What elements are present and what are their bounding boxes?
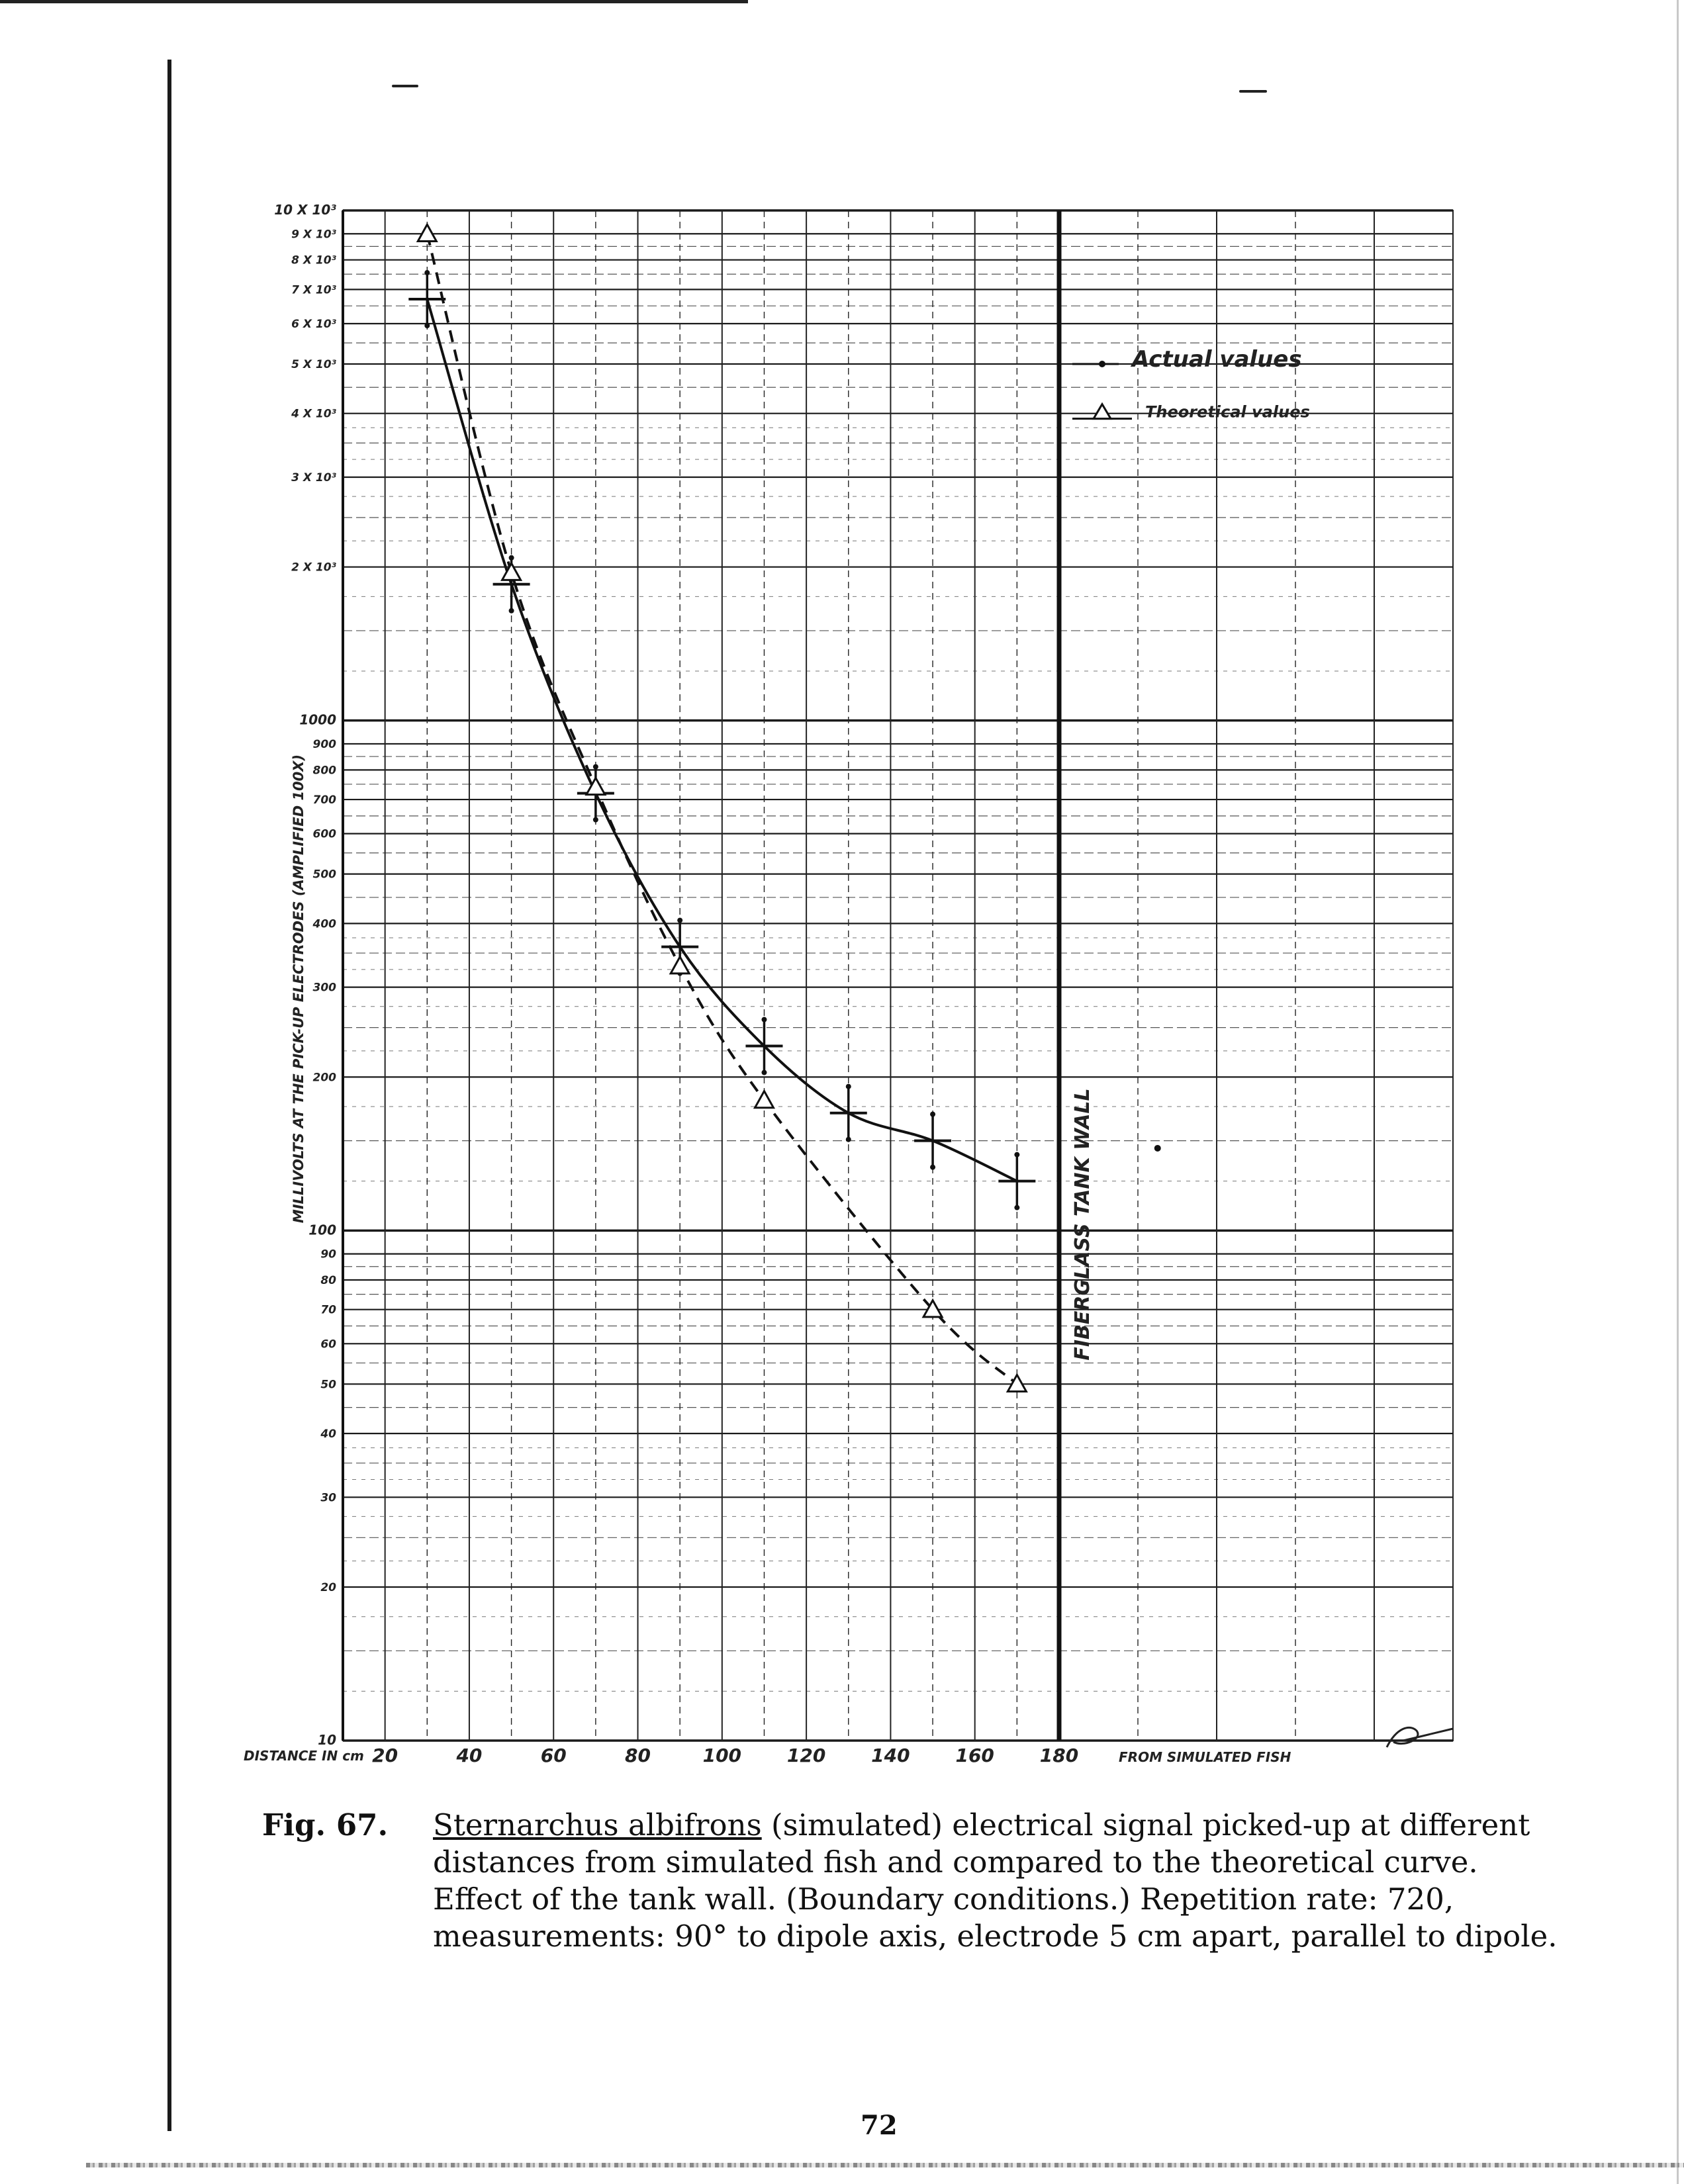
error-bar-cap xyxy=(846,1137,851,1142)
x-tick-label: 160 xyxy=(955,1745,994,1766)
y-tick-label: 6 X 10³ xyxy=(291,317,336,331)
y-tick-label: 40 xyxy=(320,1428,336,1441)
error-bar-cap xyxy=(846,1084,851,1089)
y-tick-label: 900 xyxy=(312,737,336,751)
error-bar-cap xyxy=(593,764,598,770)
scan-noise-strip xyxy=(86,2163,1684,2167)
y-tick-label: 200 xyxy=(312,1071,336,1085)
x-tick-label: 80 xyxy=(625,1745,651,1766)
error-bar-cap xyxy=(424,270,430,275)
y-tick-label: 30 xyxy=(320,1491,336,1505)
y-tick-label: 7 X 10³ xyxy=(291,283,336,297)
theoretical-point xyxy=(671,957,689,974)
x-tick-label: 40 xyxy=(456,1745,483,1766)
actual-point xyxy=(408,270,445,328)
y-tick-label: 90 xyxy=(320,1248,336,1261)
grid xyxy=(343,210,1453,1741)
caption-body xyxy=(433,1807,1573,1955)
y-tick-label: 4 X 10³ xyxy=(291,407,336,421)
y-tick-label: 70 xyxy=(320,1303,336,1317)
figure-caption xyxy=(262,1807,1573,1955)
tank-wall-label: FIBERGLASS TANK WALL xyxy=(1071,1088,1094,1361)
actual-point xyxy=(998,1152,1035,1210)
error-bar-cap xyxy=(761,1070,767,1075)
theoretical-point xyxy=(755,1091,773,1108)
y-tick-label: 8 X 10³ xyxy=(291,253,336,267)
actual-point xyxy=(830,1084,867,1142)
y-tick-label: 500 xyxy=(312,868,336,882)
error-bar-cap xyxy=(509,608,514,614)
error-bar-cap xyxy=(593,817,598,823)
y-tick-label: 800 xyxy=(312,764,336,778)
y-tick-label: 50 xyxy=(320,1378,336,1392)
y-tick-label: 10 xyxy=(318,1732,336,1748)
y-tick-label: 700 xyxy=(312,794,336,807)
stray-point xyxy=(1154,1145,1161,1152)
x-tick-label: 180 xyxy=(1039,1745,1079,1766)
y-tick-label: 100 xyxy=(308,1222,336,1238)
x-axis-suffix: FROM SIMULATED FISH xyxy=(1119,1749,1291,1765)
y-tick-label: 20 xyxy=(320,1581,336,1595)
theoretical-point xyxy=(418,224,436,241)
x-tick-label: 140 xyxy=(871,1745,910,1766)
x-axis-prefix: DISTANCE IN cm xyxy=(244,1748,364,1764)
y-tick-label: 10 X 10³ xyxy=(274,202,336,218)
x-tick-label: 120 xyxy=(786,1745,826,1766)
legend-actual-dot xyxy=(1099,361,1105,367)
y-tick-label: 60 xyxy=(320,1338,336,1351)
theoretical-point xyxy=(1007,1375,1026,1391)
error-bar-cap xyxy=(509,555,514,561)
actual-point xyxy=(745,1017,782,1075)
y-tick-label: 600 xyxy=(312,827,336,841)
caption-label: Fig. 67. xyxy=(262,1807,389,1843)
y-tick-label: 1000 xyxy=(299,711,336,728)
error-bar-cap xyxy=(1014,1205,1019,1210)
x-tick-label: 60 xyxy=(540,1745,567,1766)
page-number: 72 xyxy=(861,2110,898,2141)
legend-actual-label: Actual values xyxy=(1132,345,1302,373)
signature-scribble xyxy=(1387,1727,1453,1747)
y-tick-label: 2 X 10³ xyxy=(291,561,336,574)
y-axis-label: MILLIVOLTS AT THE PICK-UP ELECTRODES (AMPLIFIED 100X) xyxy=(291,754,306,1224)
x-tick-label: 100 xyxy=(702,1745,742,1766)
y-tick-label: 3 X 10³ xyxy=(291,471,336,484)
legend-theoretical-triangle xyxy=(1094,404,1111,419)
error-bar-cap xyxy=(930,1165,935,1170)
caption-text: (simulated) electrical signal picked-up at different distances from simulated fish and compared to the theoretical curve. Effect of the tank wall. (Boundary conditions.) Repetition rate: 720, measurements: 90° to dipole axis, electrode 5 cm apart, parallel to dipole. xyxy=(433,1807,1558,1954)
actual-point xyxy=(914,1112,951,1170)
y-tick-label: 9 X 10³ xyxy=(291,228,336,242)
error-bar-cap xyxy=(930,1112,935,1117)
labels xyxy=(244,202,1310,1766)
legend-theoretical-label: Theoretical values xyxy=(1145,402,1310,422)
series xyxy=(408,224,1160,1391)
error-bar-cap xyxy=(761,1017,767,1023)
error-bar-cap xyxy=(677,918,682,923)
x-tick-label: 20 xyxy=(372,1745,398,1766)
y-tick-label: 400 xyxy=(312,917,336,931)
error-bar-cap xyxy=(424,323,430,328)
caption-species: Sternarchus albifrons xyxy=(433,1807,762,1843)
y-tick-label: 300 xyxy=(312,981,336,995)
plot-frame xyxy=(343,210,1453,1741)
error-bar-cap xyxy=(1014,1152,1019,1158)
y-tick-label: 80 xyxy=(320,1274,336,1288)
y-tick-label: 5 X 10³ xyxy=(291,357,336,371)
